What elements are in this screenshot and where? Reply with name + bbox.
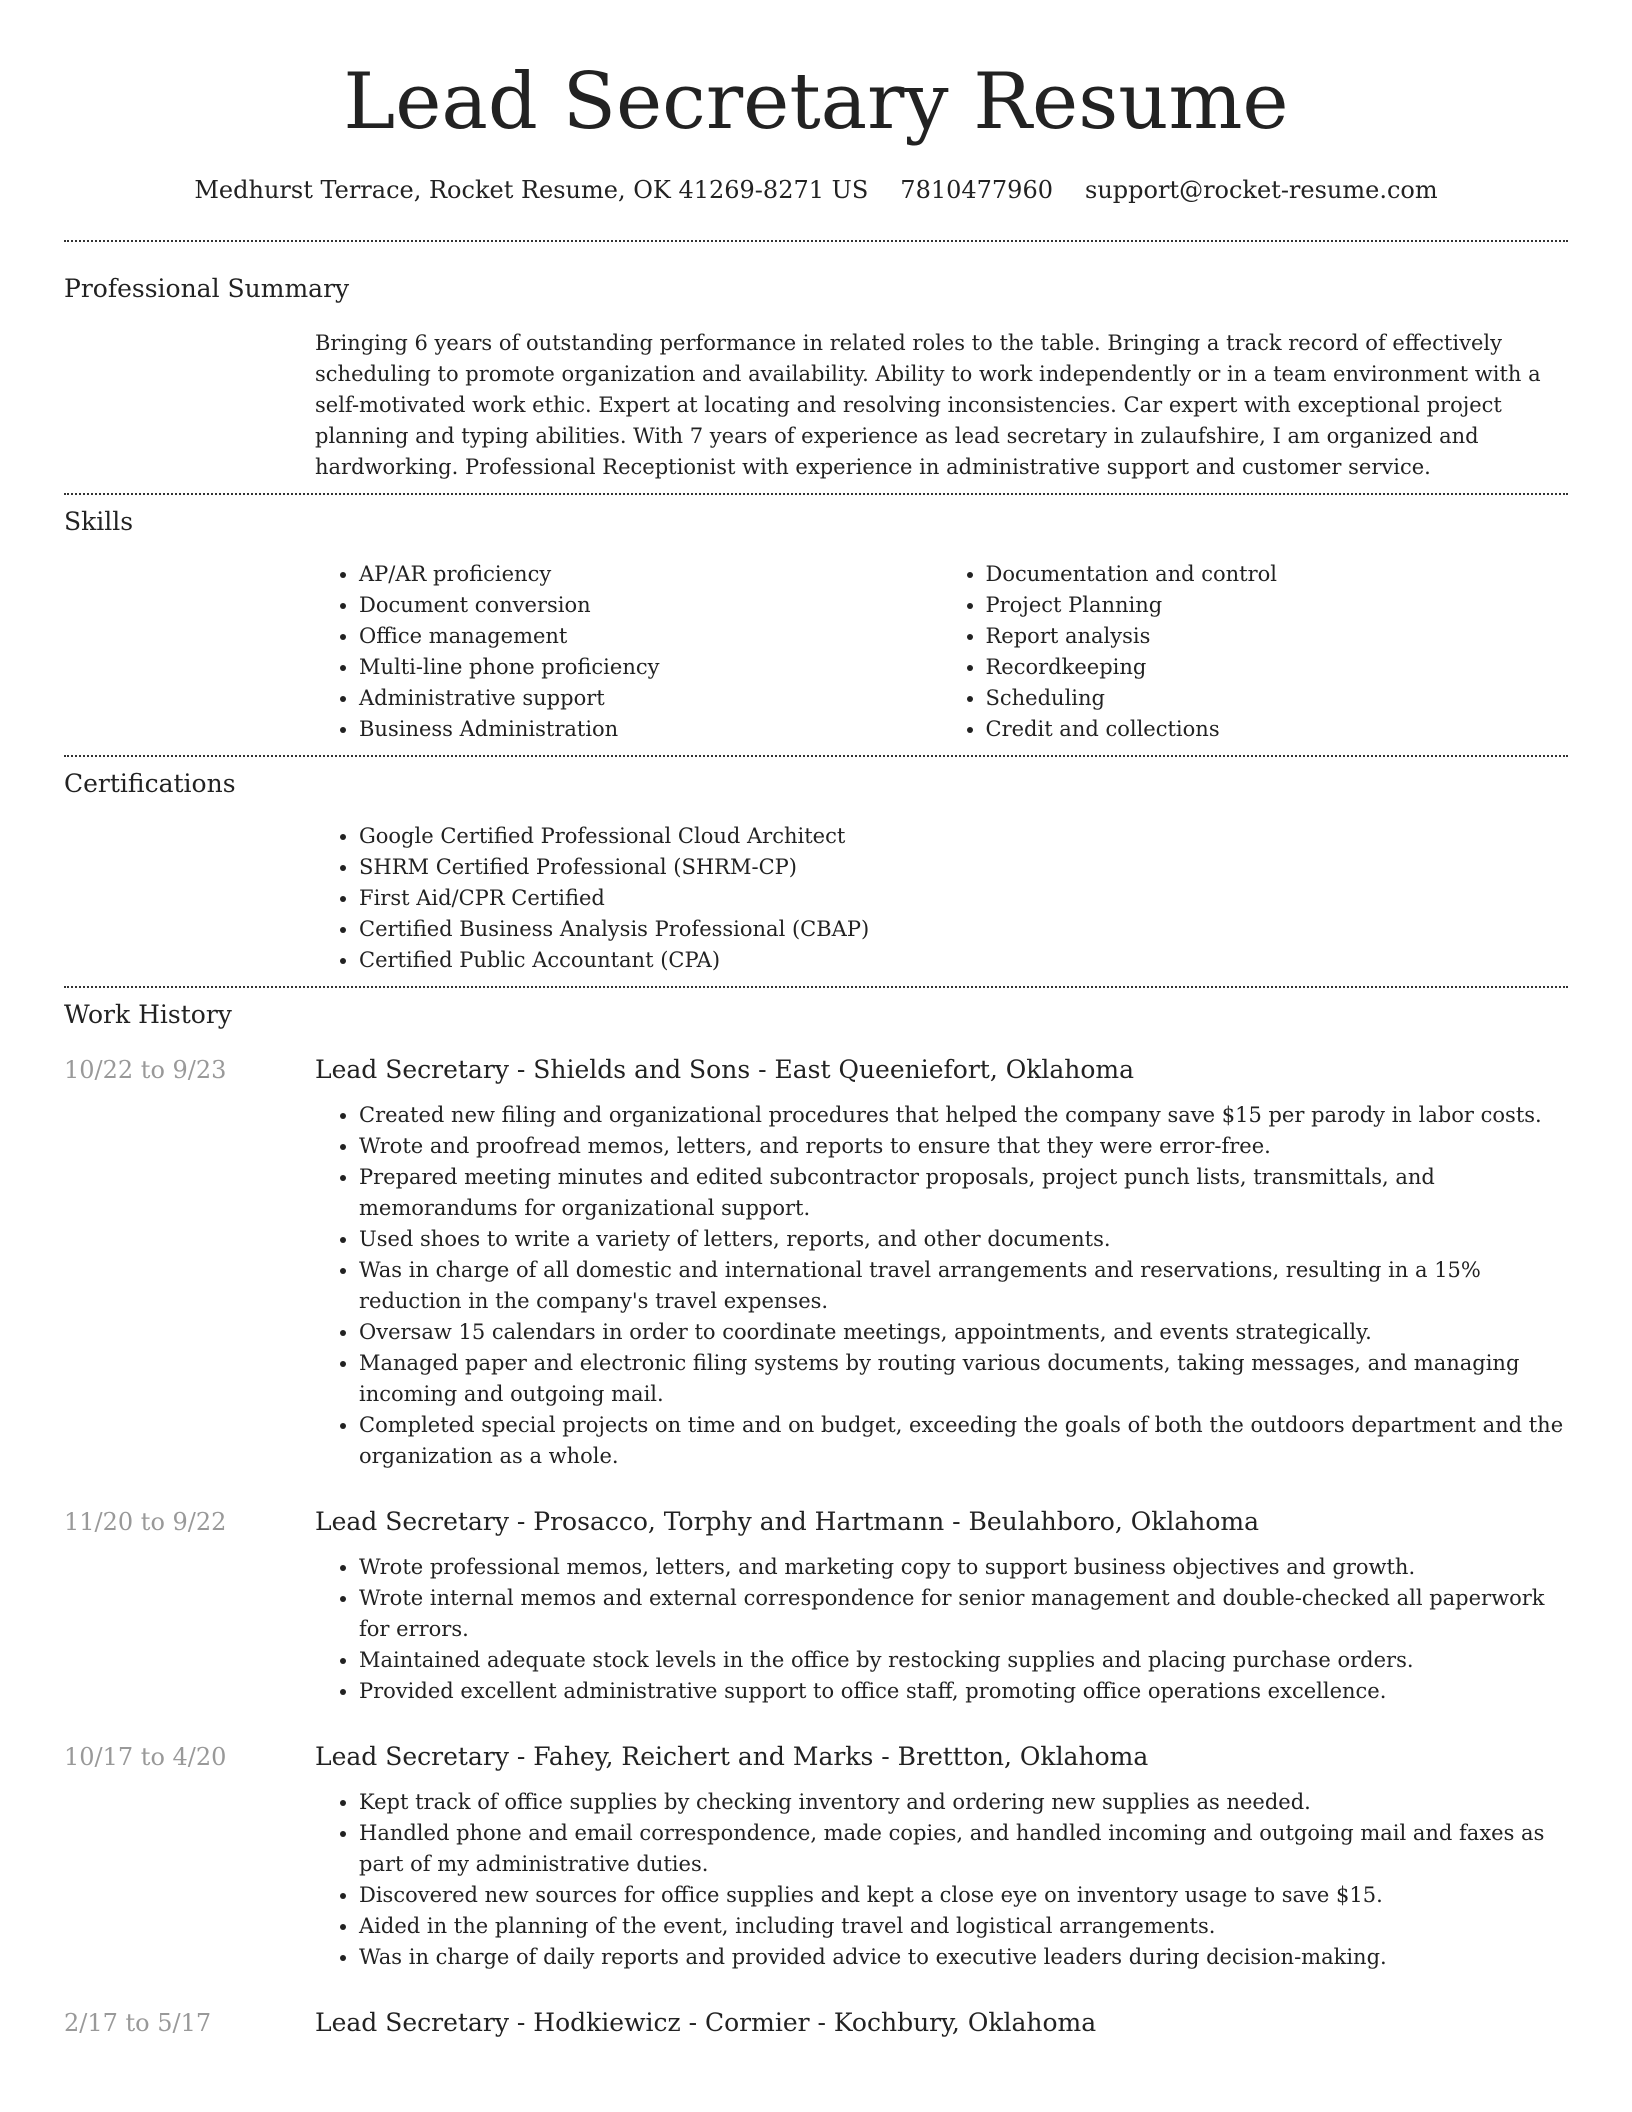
skills-list-right bbox=[942, 559, 1569, 745]
summary-body bbox=[315, 328, 1568, 483]
list-item: • Administrative support bbox=[359, 683, 942, 714]
job-title: Lead Secretary - Prosacco, Torphy and Hartmann - Beulahboro, Oklahoma bbox=[315, 1507, 1260, 1536]
resume-title: Lead Secretary Resume bbox=[343, 57, 1289, 147]
job-main bbox=[315, 2007, 1568, 2053]
list-item: • Google Certified Professional Cloud Architect bbox=[359, 821, 1568, 852]
list-item: • Wrote professional memos, letters, and marketing copy to support business objectives and growth. bbox=[359, 1552, 1568, 1583]
job-entry bbox=[64, 2007, 1568, 2053]
list-item: • Wrote internal memos and external correspondence for senior management and double-checked all paperwork for errors. bbox=[359, 1583, 1568, 1645]
summary-heading: Professional Summary bbox=[64, 274, 350, 303]
skills-section bbox=[64, 495, 1568, 745]
list-item: • Completed special projects on time and on budget, exceeding the goals of both the outdoors department and the organization as a whole. bbox=[359, 1410, 1568, 1472]
list-item: • Certified Public Accountant (CPA) bbox=[359, 945, 1568, 976]
list-item: • Recordkeeping bbox=[986, 652, 1569, 683]
job-main bbox=[315, 1054, 1568, 1472]
list-item: • Credit and collections bbox=[986, 714, 1569, 745]
list-item: • Was in charge of all domestic and international travel arrangements and reservations, resulting in a 15% reduction in the company's travel expenses. bbox=[359, 1255, 1568, 1317]
list-item: • Project Planning bbox=[986, 590, 1569, 621]
list-item: • Business Administration bbox=[359, 714, 942, 745]
contact-email: support@rocket-resume.com bbox=[1085, 176, 1438, 204]
list-item: • Provided excellent administrative support to office staff, promoting office operations excellence. bbox=[359, 1676, 1568, 1707]
job-entry bbox=[64, 1054, 1568, 1472]
list-item: • Was in charge of daily reports and provided advice to executive leaders during decision-making. bbox=[359, 1942, 1568, 1973]
job-dates: 10/22 to 9/23 bbox=[64, 1056, 227, 1084]
certifications-list bbox=[315, 821, 1568, 976]
contact-phone: 7810477960 bbox=[900, 176, 1053, 204]
job-dates: 2/17 to 5/17 bbox=[64, 2009, 212, 2037]
list-item: • Handled phone and email correspondence, made copies, and handled incoming and outgoing mail and faxes as part of my administrative duties. bbox=[359, 1818, 1568, 1880]
list-item: • Created new filing and organizational procedures that helped the company save $15 per parody in labor costs. bbox=[359, 1100, 1568, 1131]
list-item: • Oversaw 15 calendars in order to coordinate meetings, appointments, and events strategically. bbox=[359, 1317, 1568, 1348]
list-item: • Maintained adequate stock levels in the office by restocking supplies and placing purchase orders. bbox=[359, 1645, 1568, 1676]
job-entry bbox=[64, 1741, 1568, 1973]
list-item: • Office management bbox=[359, 621, 942, 652]
list-item: • Report analysis bbox=[986, 621, 1569, 652]
list-item: • Wrote and proofread memos, letters, and reports to ensure that they were error-free. bbox=[359, 1131, 1568, 1162]
summary-section bbox=[64, 242, 1568, 483]
list-item: • AP/AR proficiency bbox=[359, 559, 942, 590]
certifications-section bbox=[64, 757, 1568, 976]
job-title: Lead Secretary - Fahey, Reichert and Marks - Brettton, Oklahoma bbox=[315, 1742, 1149, 1771]
job-main bbox=[315, 1741, 1568, 1973]
list-item: • Prepared meeting minutes and edited subcontractor proposals, project punch lists, transmittals, and memorandums for organizational support. bbox=[359, 1162, 1568, 1224]
list-item: • SHRM Certified Professional (SHRM-CP) bbox=[359, 852, 1568, 883]
work-history-heading: Work History bbox=[64, 1000, 232, 1029]
list-item: • First Aid/CPR Certified bbox=[359, 883, 1568, 914]
list-item: • Used shoes to write a variety of letters, reports, and other documents. bbox=[359, 1224, 1568, 1255]
skills-heading: Skills bbox=[64, 507, 134, 536]
contact-address: Medhurst Terrace, Rocket Resume, OK 41269-8271 US bbox=[194, 176, 869, 204]
job-bullets bbox=[315, 1100, 1568, 1472]
job-dates: 10/17 to 4/20 bbox=[64, 1743, 227, 1771]
skills-grid bbox=[315, 559, 1568, 745]
certifications-heading: Certifications bbox=[64, 769, 236, 798]
job-main bbox=[315, 1506, 1568, 1707]
list-item: • Discovered new sources for office supplies and kept a close eye on inventory usage to save $15. bbox=[359, 1880, 1568, 1911]
job-title: Lead Secretary - Shields and Sons - East Queeniefort, Oklahoma bbox=[315, 1055, 1135, 1084]
list-item: • Kept track of office supplies by checking inventory and ordering new supplies as needed. bbox=[359, 1787, 1568, 1818]
list-item: • Managed paper and electronic filing systems by routing various documents, taking messages, and managing incoming and outgoing mail. bbox=[359, 1348, 1568, 1410]
list-item: • Aided in the planning of the event, including travel and logistical arrangements. bbox=[359, 1911, 1568, 1942]
job-bullets bbox=[315, 1787, 1568, 1973]
list-item: • Certified Business Analysis Professional (CBAP) bbox=[359, 914, 1568, 945]
certifications-body bbox=[315, 821, 1568, 976]
list-item: • Document conversion bbox=[359, 590, 942, 621]
skills-list-left bbox=[315, 559, 942, 745]
work-history-section bbox=[64, 988, 1568, 2053]
contact-line bbox=[64, 174, 1568, 206]
summary-text: Bringing 6 years of outstanding performance in related roles to the table. Bringing a track record of effectively scheduling to promote organization and availability. Ability to work independently or in a team environment with a self-motivated work ethic. Expert at locating and resolving inconsistencies. Car expert with exceptional project planning and typing abilities. With 7 years of experience as lead secretary in zulaufshire, I am organized and hardworking. Professional Receptionist with experience in administrative support and customer service. bbox=[315, 331, 1541, 479]
list-item: • Scheduling bbox=[986, 683, 1569, 714]
job-title: Lead Secretary - Hodkiewicz - Cormier - Kochbury, Oklahoma bbox=[315, 2008, 1097, 2037]
job-bullets bbox=[315, 1552, 1568, 1707]
job-dates: 11/20 to 9/22 bbox=[64, 1508, 227, 1536]
list-item: • Multi-line phone proficiency bbox=[359, 652, 942, 683]
job-entry bbox=[64, 1506, 1568, 1707]
list-item: • Documentation and control bbox=[986, 559, 1569, 590]
